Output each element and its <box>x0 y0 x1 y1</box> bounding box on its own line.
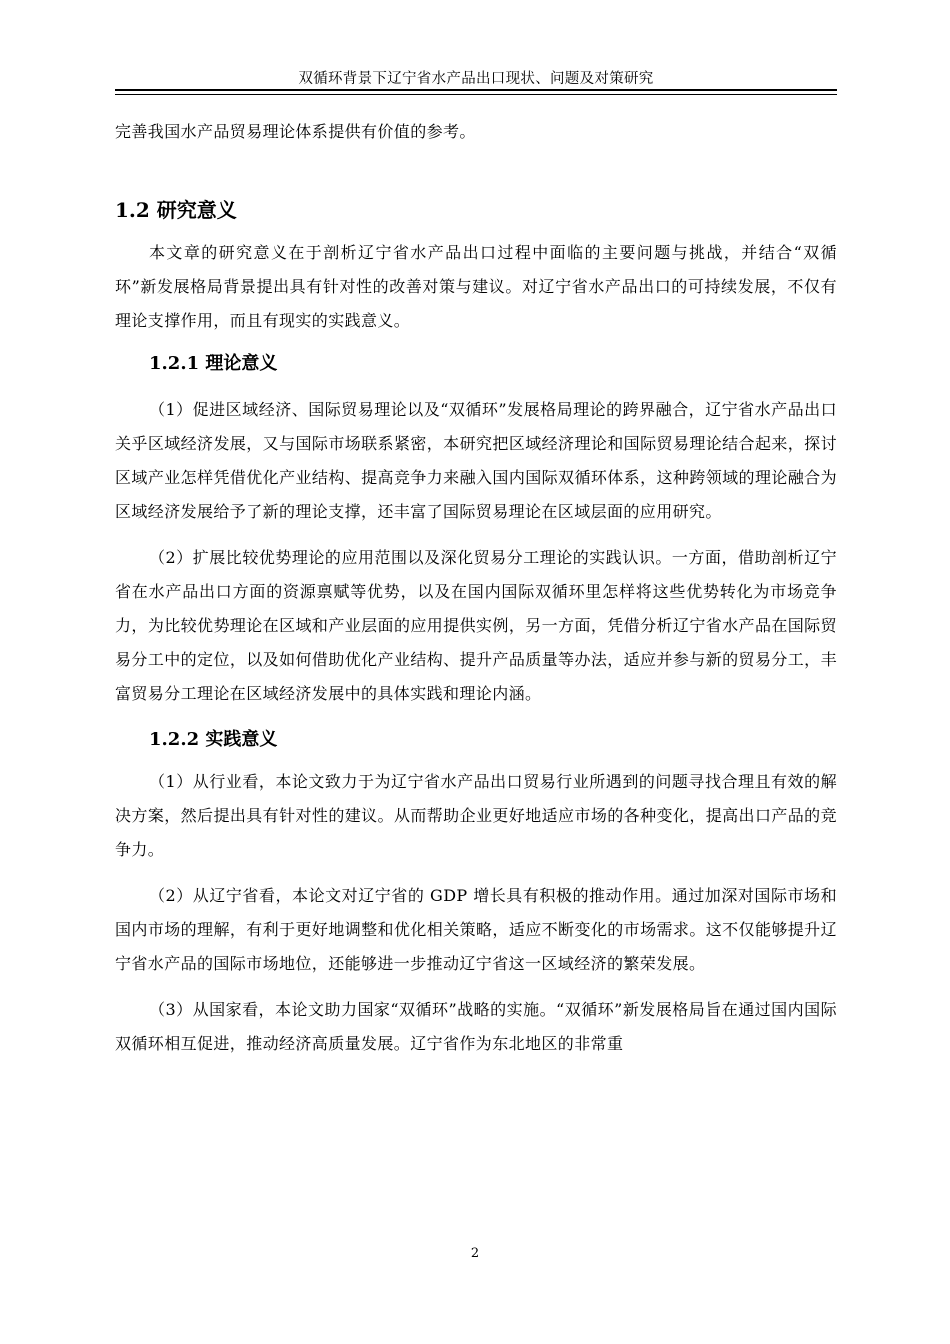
intro-tail-paragraph: 完善我国水产品贸易理论体系提供有价值的参考。 <box>115 122 476 141</box>
page-number: 2 <box>470 1246 480 1261</box>
section-1-2-paragraph: 本文章的研究意义在于剖析辽宁省水产品出口过程中面临的主要问题与挑战，并结合“双循环”新发展格局背景提出具有针对性的改善对策与建议。对辽宁省水产品出口的可持续发展，不仅有理论支撑作用，而且有现实的实践意义。 <box>115 243 837 330</box>
practice-paragraph-1: （1）从行业看，本论文致力于为辽宁省水产品出口贸易行业所遇到的问题寻找合理且有效的解决方案，然后提出具有针对性的建议。从而帮助企业更好地适应市场的各种变化，提高出口产品的竞争力。 <box>115 772 837 859</box>
section-heading-1-2: 1.2 研究意义 <box>115 198 237 222</box>
section-heading-1-2-1: 1.2.1 理论意义 <box>149 353 278 374</box>
theory-paragraph-1: （1）促进区域经济、国际贸易理论以及“双循环”发展格局理论的跨界融合，辽宁省水产品出口关乎区域经济发展，又与国际市场联系紧密，本研究把区域经济理论和国际贸易理论结合起来，探讨区域产业怎样凭借优化产业结构、提高竞争力来融入国内国际双循环体系，这种跨领域的理论融合为区域经济发展给予了新的理论支撑，还丰富了国际贸易理论在区域层面的应用研究。 <box>115 400 837 521</box>
practice-paragraph-3: （3）从国家看，本论文助力国家“双循环”战略的实施。“双循环”新发展格局旨在通过国内国际双循环相互促进，推动经济高质量发展。辽宁省作为东北地区的非常重 <box>115 1000 837 1053</box>
section-heading-1-2-2: 1.2.2 实践意义 <box>149 729 278 750</box>
page-body <box>115 115 837 1061</box>
header-rule-thick <box>115 89 837 91</box>
header-rule-thin <box>115 94 837 95</box>
running-header: 双循环背景下辽宁省水产品出口现状、问题及对策研究 <box>298 71 654 87</box>
theory-paragraph-2: （2）扩展比较优势理论的应用范围以及深化贸易分工理论的实践认识。一方面，借助剖析辽宁省在水产品出口方面的资源禀赋等优势，以及在国内国际双循环里怎样将这些优势转化为市场竞争力，为比较优势理论在区域和产业层面的应用提供实例，另一方面，凭借分析辽宁省水产品在国际贸易分工中的定位，以及如何借助优化产业结构、提升产品质量等办法，适应并参与新的贸易分工，丰富贸易分工理论在区域经济发展中的具体实践和理论内涵。 <box>115 548 837 703</box>
practice-paragraph-2: （2）从辽宁省看，本论文对辽宁省的 GDP 增长具有积极的推动作用。通过加深对国际市场和国内市场的理解，有利于更好地调整和优化相关策略，适应不断变化的市场需求。这不仅能够提升辽宁省水产品的国际市场地位，还能够进一步推动辽宁省这一区域经济的繁荣发展。 <box>115 886 837 973</box>
